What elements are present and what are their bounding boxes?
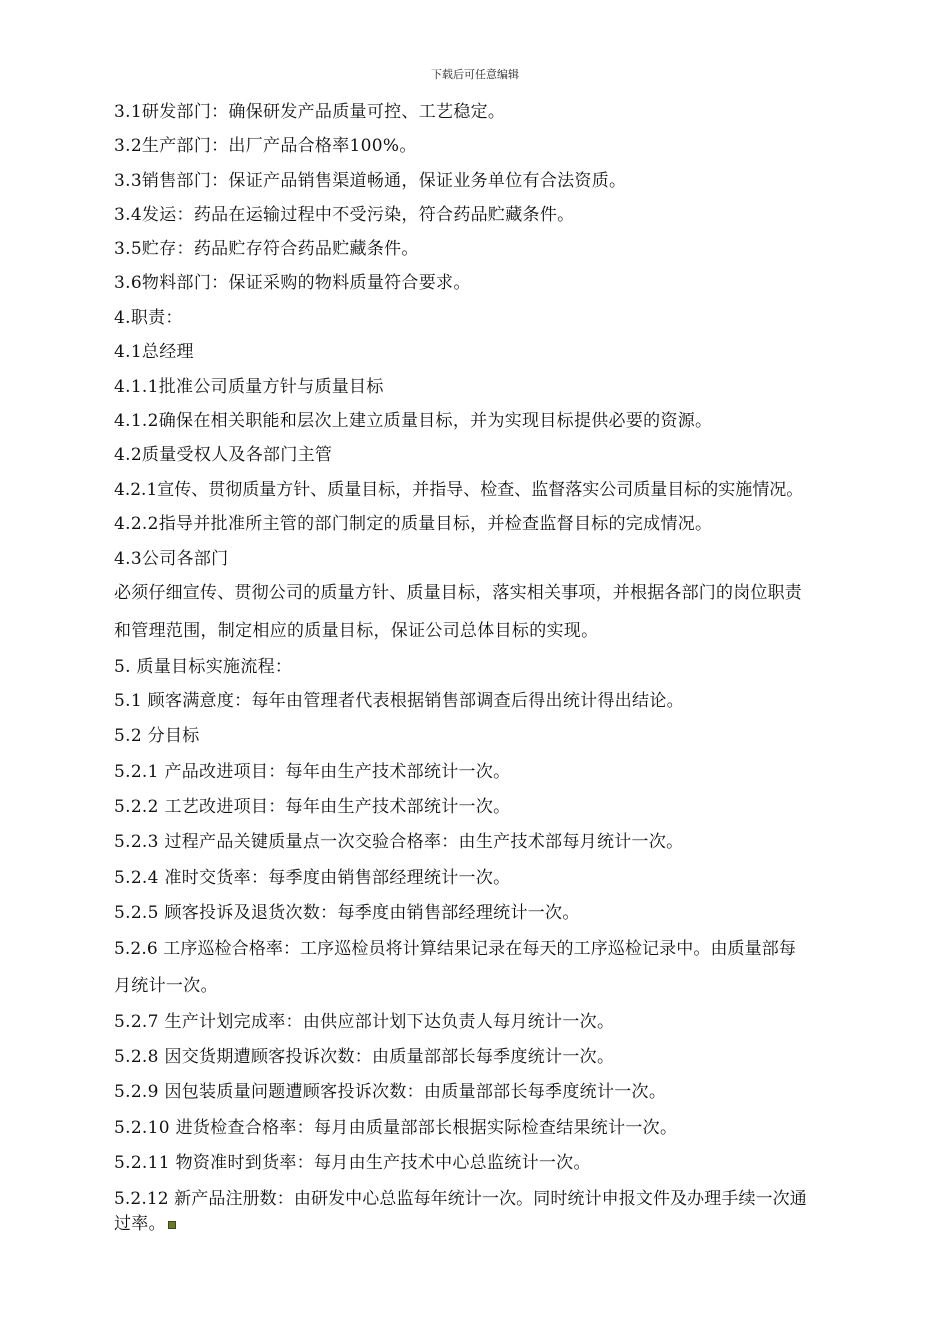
text-line-5-2-2: 5.2.2 工艺改进项目：每年由生产技术部统计一次。 xyxy=(114,797,511,817)
text-line-4-2: 4.2质量受权人及各部门主管 xyxy=(114,445,333,465)
text-line-3-6: 3.6物料部门：保证采购的物料质量符合要求。 xyxy=(114,273,471,293)
text-line-5-2-12: 5.2.12 新产品注册数：由研发中心总监每年统计一次。同时统计申报文件及办理手续一次通 xyxy=(114,1189,807,1209)
text-line-5-2-6-cont: 月统计一次。 xyxy=(114,976,218,996)
text-line-4-2-1: 4.2.1宣传、贯彻质量方针、质量目标，并指导、检查、监督落实公司质量目标的实施情况。 xyxy=(114,480,804,500)
text-line-4-3: 4.3公司各部门 xyxy=(114,549,229,569)
page-header-note: 下载后可任意编辑 xyxy=(431,68,519,81)
text-line-5-2-3: 5.2.3 过程产品关键质量点一次交验合格率：由生产技术部每月统计一次。 xyxy=(114,832,684,852)
text-line-5-1: 5.1 顾客满意度：每年由管理者代表根据销售部调查后得出统计得出结论。 xyxy=(114,691,684,711)
paragraph-line-1: 必须仔细宣传、贯彻公司的质量方针、质量目标，落实相关事项，并根据各部门的岗位职责 xyxy=(114,583,802,603)
text-line-5-2: 5.2 分目标 xyxy=(114,726,200,746)
section-heading-4: 4.职责： xyxy=(114,308,183,328)
text-line-5-2-4: 5.2.4 准时交货率：每季度由销售部经理统计一次。 xyxy=(114,868,511,888)
text-line-5-2-8: 5.2.8 因交货期遭顾客投诉次数：由质量部部长每季度统计一次。 xyxy=(114,1047,615,1067)
text-line-5-2-6: 5.2.6 工序巡检合格率：工序巡检员将计算结果记录在每天的工序巡检记录中。由质量部每 xyxy=(114,939,796,959)
text-line-5-2-11: 5.2.11 物资准时到货率：每月由生产技术中心总监统计一次。 xyxy=(114,1153,591,1173)
text-line-3-4: 3.4发运：药品在运输过程中不受污染，符合药品贮藏条件。 xyxy=(114,205,575,225)
text-line-5-2-1: 5.2.1 产品改进项目：每年由生产技术部统计一次。 xyxy=(114,762,511,782)
text-line-4-1: 4.1总经理 xyxy=(114,342,194,362)
text-line-3-3: 3.3销售部门：保证产品销售渠道畅通，保证业务单位有合法资质。 xyxy=(114,171,627,191)
text-line-4-2-2: 4.2.2指导并批准所主管的部门制定的质量目标，并检查监督目标的完成情况。 xyxy=(114,514,713,534)
text-line-3-2: 3.2生产部门：出厂产品合格率100%。 xyxy=(114,136,417,156)
text-line-5-2-12-cont-text: 过率。 xyxy=(114,1214,166,1234)
text-line-5-2-9: 5.2.9 因包装质量问题遭顾客投诉次数：由质量部部长每季度统计一次。 xyxy=(114,1082,667,1102)
paragraph-line-2: 和管理范围，制定相应的质量目标，保证公司总体目标的实现。 xyxy=(114,621,599,641)
text-line-3-5: 3.5贮存：药品贮存符合药品贮藏条件。 xyxy=(114,239,419,259)
text-line-4-1-2: 4.1.2确保在相关职能和层次上建立质量目标，并为实现目标提供必要的资源。 xyxy=(114,411,713,431)
text-line-3-1: 3.1研发部门：确保研发产品质量可控、工艺稳定。 xyxy=(114,102,506,122)
anchor-marker-icon xyxy=(168,1221,176,1229)
text-line-4-1-1: 4.1.1批准公司质量方针与质量目标 xyxy=(114,377,384,397)
text-line-5-2-10: 5.2.10 进货检查合格率：每月由质量部部长根据实际检查结果统计一次。 xyxy=(114,1118,678,1138)
section-heading-5: 5. 质量目标实施流程： xyxy=(114,657,293,677)
text-line-5-2-12-cont xyxy=(114,1214,176,1234)
text-line-5-2-5: 5.2.5 顾客投诉及退货次数：每季度由销售部经理统计一次。 xyxy=(114,903,580,923)
text-line-5-2-7: 5.2.7 生产计划完成率：由供应部计划下达负责人每月统计一次。 xyxy=(114,1012,615,1032)
